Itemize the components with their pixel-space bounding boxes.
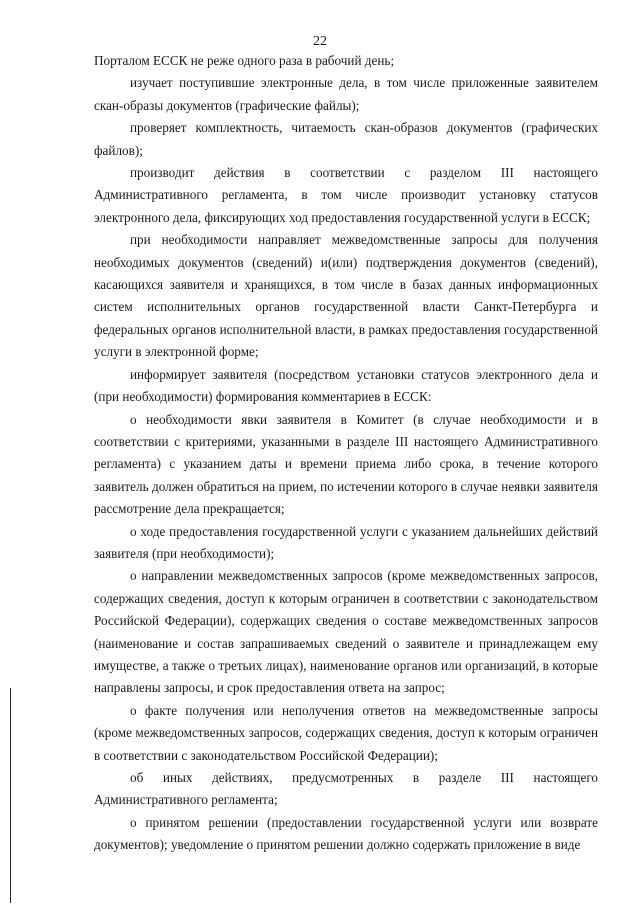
paragraph: информирует заявителя (посредством установки статусов электронного дела и (при необходимости) формирования комментариев в ЕССК: <box>94 366 598 405</box>
page-number: 22 <box>313 34 327 49</box>
paragraph: о направлении межведомственных запросов (кроме межведомственных запросов, содержащих сведения, доступ к которым ограничен в соответствии с законодательством Российской Федерации), содержащих сведения о составе межведомственных запросов (наименование и состав запрашиваемых сведений о заявителе и принадлежащем ему имуществе, а также о третьих лицах), наименование органов или организаций, в которые направлены запросы, и срок предоставления ответа на запрос; <box>94 568 598 696</box>
paragraph: изучает поступившие электронные дела, в том числе приложенные заявителем скан-образы документов (графические файлы); <box>94 75 598 113</box>
margin-line <box>10 688 11 903</box>
paragraph: об иных действиях, предусмотренных в разделе III настоящего Административного регламента; <box>94 770 598 808</box>
paragraph: о принятом решении (предоставлении государственной услуги или возврате документов); уведомление о принятом решении должно содержать приложение в виде <box>94 814 598 853</box>
paragraph: производит действия в соответствии с разделом III настоящего Административного регламента, в том числе производит установку статусов электронного дела, фиксирующих ход предоставления государственной услуги в ЕССК; <box>94 165 598 225</box>
paragraph: о необходимости явки заявителя в Комитет (в случае необходимости и в соответствии с критериями, указанными в разделе III настоящего Административного регламента) с указанием даты и времени приема либо срока, в течение которого заявитель должен обратиться на прием, по истечении которого в случае неявки заявителя рассмотрение дела прекращается; <box>94 411 598 517</box>
paragraph: о ходе предоставления государственной услуги с указанием дальнейших действий заявителя (при необходимости); <box>94 523 598 561</box>
paragraph: проверяет комплектность, читаемость скан-образов документов (графических файлов); <box>94 120 598 158</box>
paragraph: при необходимости направляет межведомственные запросы для получения необходимых документов (сведений) и(или) подтверждения документов (сведений), касающихся заявителя и хранящихся, в том числе в базах данных информационных систем исполнительных органов государственной власти Санкт-Петербурга и федеральных органов исполнительной власти, в рамках предоставления государственной услуги в электронной форме; <box>94 232 598 360</box>
page-body <box>94 50 598 857</box>
paragraph: о факте получения или неполучения ответов на межведомственные запросы (кроме межведомственных запросов, содержащих сведения, доступ к которым ограничен в соответствии с законодательством Российской Федерации); <box>94 702 598 763</box>
paragraph: Порталом ЕССК не реже одного раза в рабочий день; <box>94 53 395 68</box>
